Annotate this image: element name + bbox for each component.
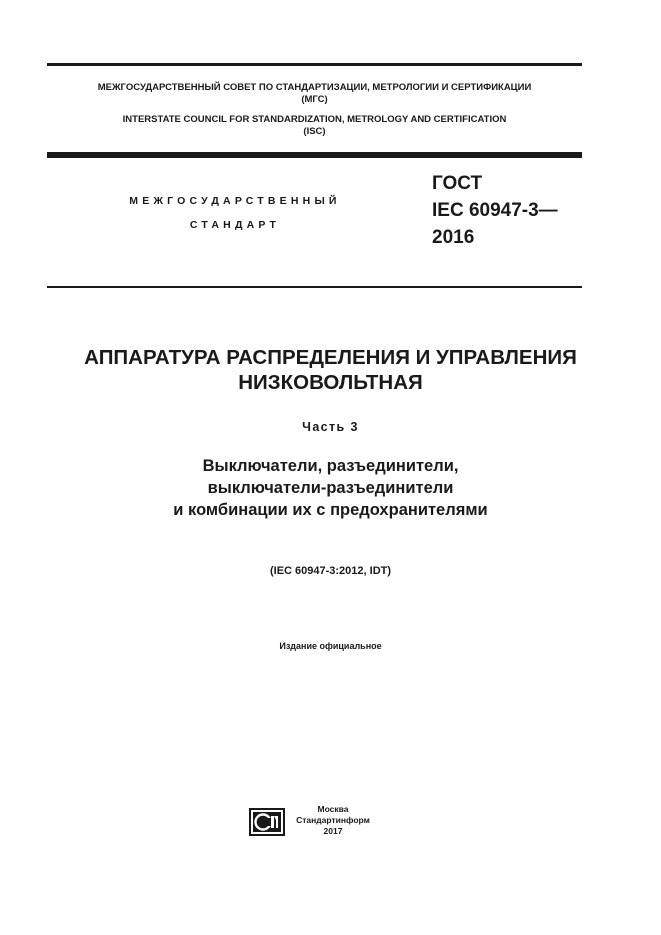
standard-label-line2: СТАНДАРТ [189, 219, 281, 231]
subtitle-line2: выключатели-разъединители [207, 479, 454, 497]
middle-rule [47, 152, 582, 158]
top-rule [47, 63, 582, 66]
publisher-block [293, 804, 373, 837]
standard-label [90, 189, 380, 237]
subtitle-line3: и комбинации их с предохранителями [173, 501, 488, 519]
gost-line2: IEC 60947-3— [432, 200, 558, 221]
council-ru [47, 82, 582, 106]
gost-line1: ГОСТ [432, 173, 483, 194]
part-number: Часть 3 [302, 420, 359, 434]
document-subtitle [20, 455, 641, 521]
publisher-city: Москва [317, 804, 349, 814]
edition-label: Издание официальное [279, 641, 382, 651]
publisher-year: 2017 [323, 826, 343, 836]
council-en-abbr: (ISC) [303, 126, 326, 137]
council-ru-abbr: (МГС) [301, 94, 328, 105]
council-en-name: INTERSTATE COUNCIL FOR STANDARDIZATION, METROLOGY AND CERTIFICATION [122, 114, 507, 125]
standard-label-line1: МЕЖГОСУДАРСТВЕННЫЙ [129, 195, 341, 207]
gost-designation [432, 170, 558, 251]
subtitle-line1: Выключатели, разъединители, [202, 457, 459, 475]
gost-line3: 2016 [432, 227, 475, 248]
council-ru-name: МЕЖГОСУДАРСТВЕННЫЙ СОВЕТ ПО СТАНДАРТИЗАЦИИ, МЕТРОЛОГИИ И СЕРТИФИКАЦИИ [97, 82, 532, 93]
document-title-line1: АППАРАТУРА РАСПРЕДЕЛЕНИЯ И УПРАВЛЕНИЯ [84, 346, 577, 369]
document-title-line2: НИЗКОВОЛЬТНАЯ [238, 371, 423, 394]
bottom-rule [47, 286, 582, 288]
standartinform-logo-icon [249, 808, 285, 836]
publisher-name: Стандартинформ [296, 815, 370, 825]
document-title [20, 345, 641, 395]
iec-reference: (IEC 60947-3:2012, IDT) [269, 565, 392, 577]
council-en [47, 114, 582, 138]
